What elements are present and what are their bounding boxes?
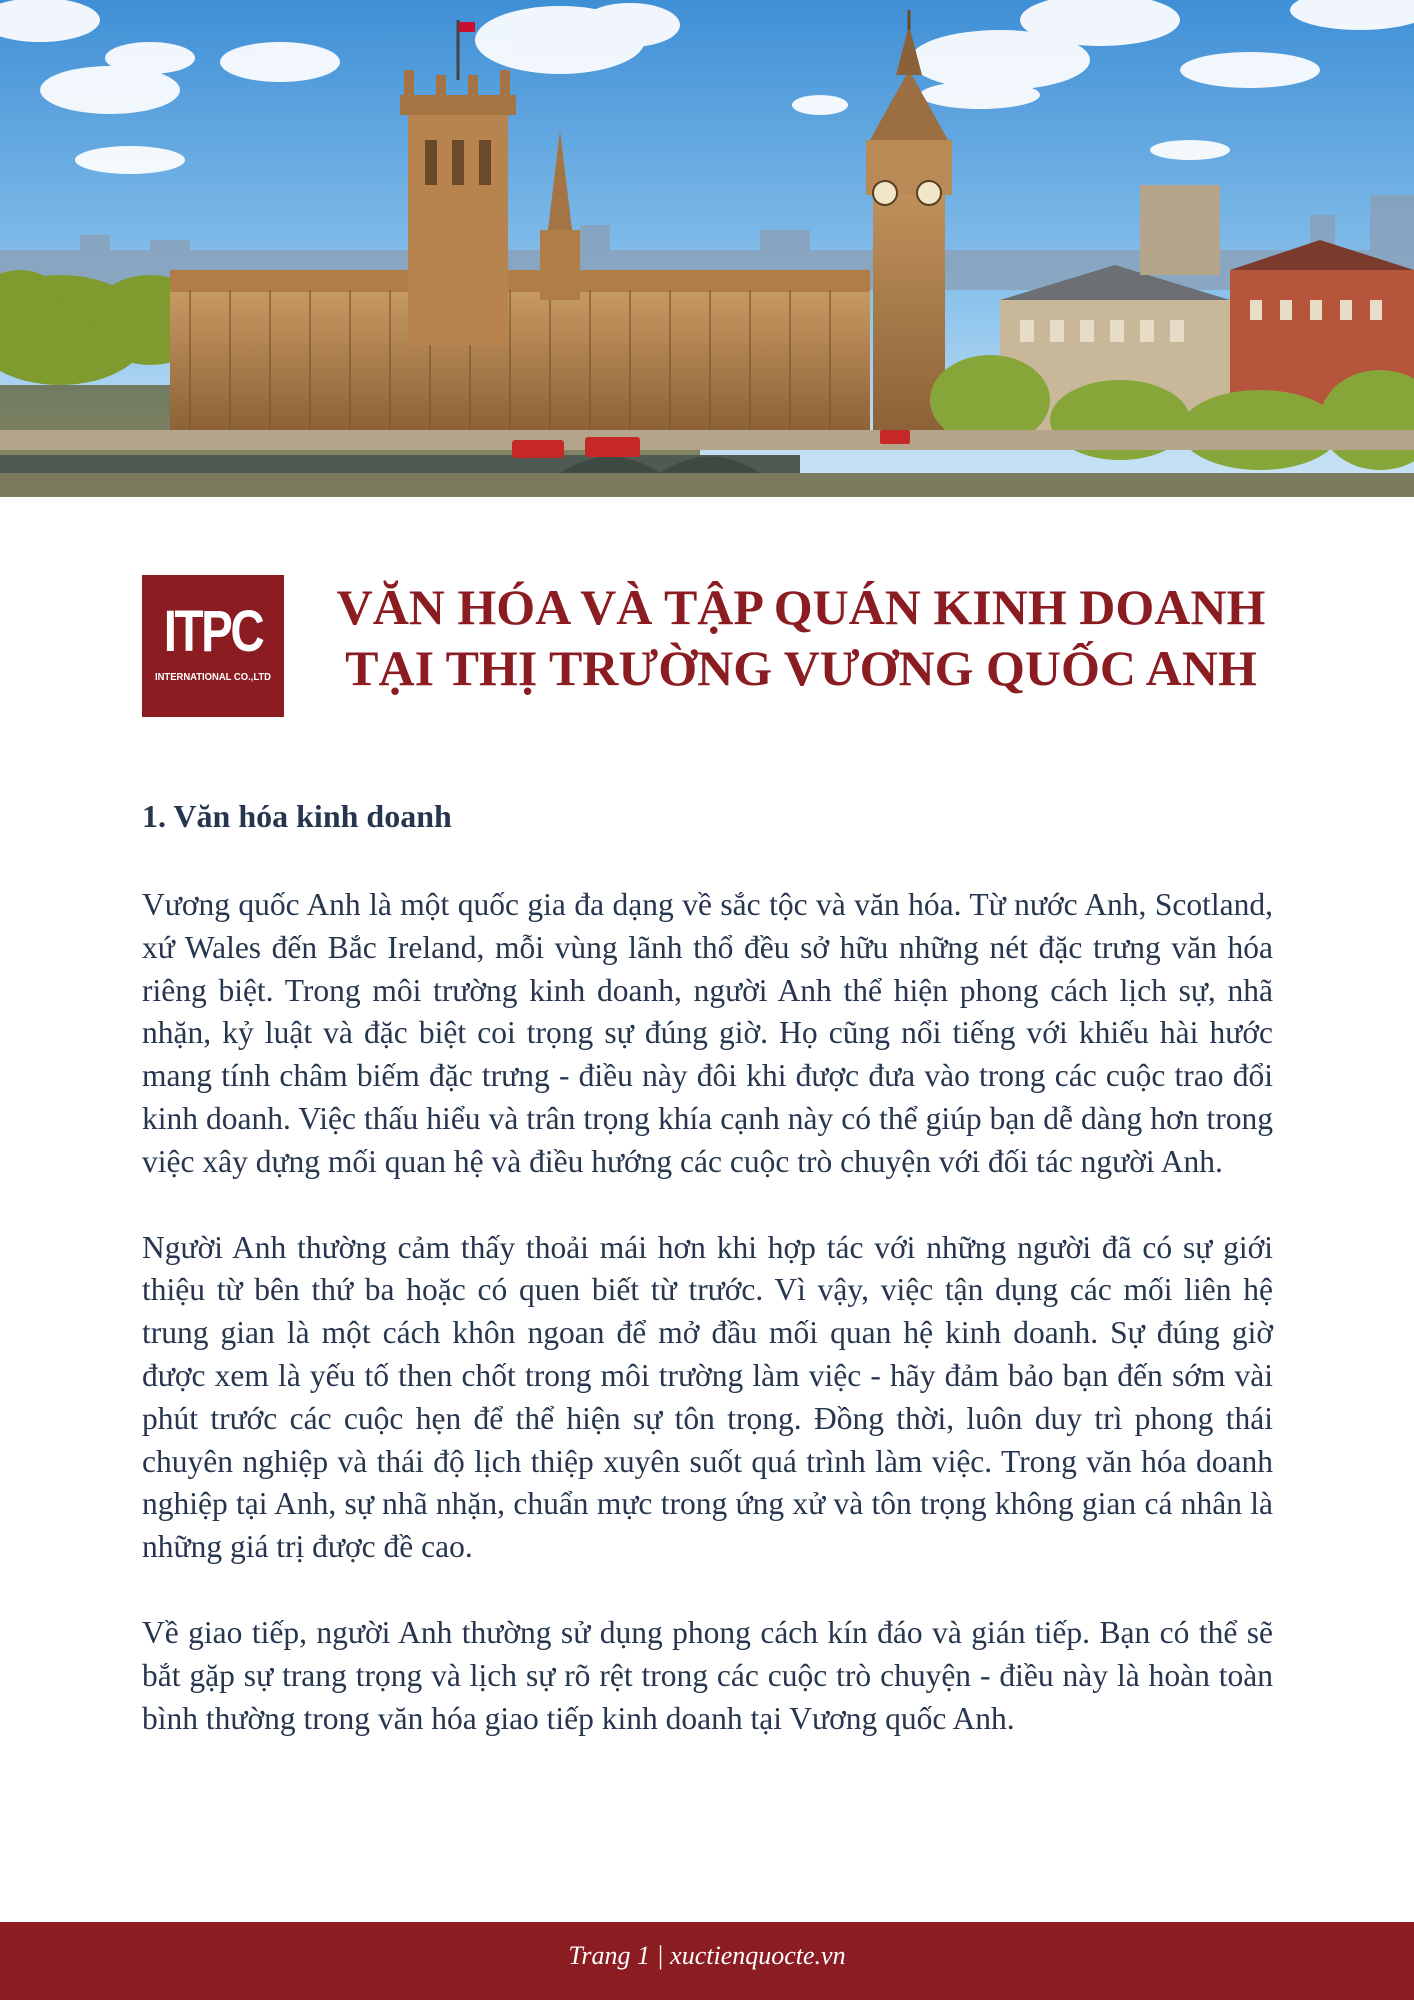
title-line-1: VĂN HÓA VÀ TẬP QUÁN KINH DOANH xyxy=(336,579,1266,635)
london-parliament-icon xyxy=(0,0,1414,497)
document-body xyxy=(142,792,1273,1783)
footer-text: Trang 1 | xuctienquocte.vn xyxy=(568,1941,846,1970)
itpc-logo xyxy=(142,575,284,717)
paragraph-2: Người Anh thường cảm thấy thoải mái hơn khi hợp tác với những người đã có sự giới thiệu từ bên thứ ba hoặc có quen biết từ trước. Vì vậy, việc tận dụng các mối liên hệ trung gian là một cách khôn ngoan để mở đầu mối quan hệ kinh doanh. Sự đúng giờ được xem là yếu tố then chốt trong môi trường làm việc - hãy đảm bảo bạn đến sớm vài phút trước các cuộc hẹn để thể hiện sự tôn trọng. Đồng thời, luôn duy trì phong thái chuyên nghiệp và thái độ lịch thiệp xuyên suốt quá trình làm việc. Trong văn hóa doanh nghiệp tại Anh, sự nhã nhặn, chuẩn mực trong ứng xử và tôn trọng không gian cá nhân là những giá trị được đề cao. xyxy=(142,1229,1273,1565)
paragraph-1: Vương quốc Anh là một quốc gia đa dạng về sắc tộc và văn hóa. Từ nước Anh, Scotland, xứ Wales đến Bắc Ireland, mỗi vùng lãnh thổ đều sở hữu những nét đặc trưng văn hóa riêng biệt. Trong môi trường kinh doanh, người Anh thể hiện phong cách lịch sự, nhã nhặn, kỷ luật và đặc biệt coi trọng sự đúng giờ. Họ cũng nổi tiếng với khiếu hài hước mang tính châm biếm đặc trưng - điều này đôi khi được đưa vào trong các cuộc trao đổi kinh doanh. Việc thấu hiểu và trân trọng khía cạnh này có thể giúp bạn dễ dàng hơn trong việc xây dựng mối quan hệ và điều hướng các cuộc trò chuyện với đối tác người Anh. xyxy=(142,887,1273,1179)
title-line-2: TẠI THỊ TRƯỜNG VƯƠNG QUỐC ANH xyxy=(345,640,1257,696)
logo-subtitle: INTERNATIONAL CO.,LTD xyxy=(154,671,272,683)
document-title xyxy=(310,577,1292,699)
paragraph-3: Về giao tiếp, người Anh thường sử dụng phong cách kín đáo và gián tiếp. Bạn có thể sẽ bắt gặp sự trang trọng và lịch sự rõ rệt trong các cuộc trò chuyện - điều này là hoàn toàn bình thường trong văn hóa giao tiếp kinh doanh tại Vương quốc Anh. xyxy=(142,1614,1273,1736)
hero-image xyxy=(0,0,1414,497)
section-heading: 1. Văn hóa kinh doanh xyxy=(142,798,452,834)
logo-wordmark: ITPC xyxy=(163,599,263,664)
page-footer xyxy=(0,1922,1414,2000)
document-header xyxy=(142,575,1292,717)
